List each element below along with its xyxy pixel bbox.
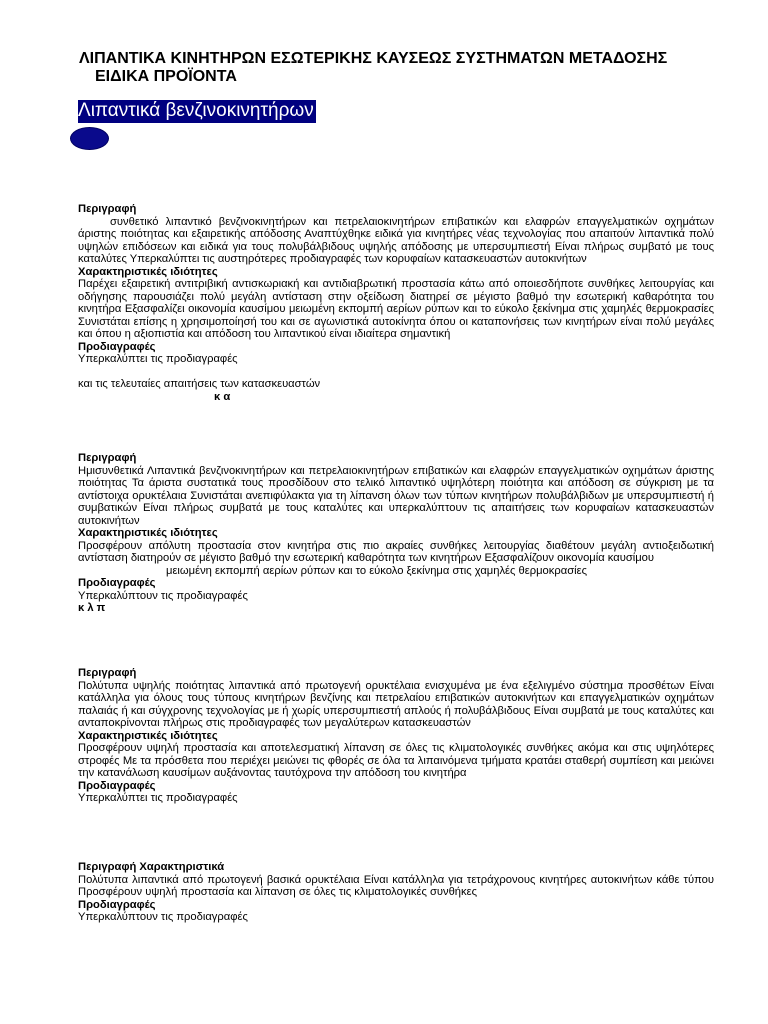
features-text-continued: μειωμένη εκπομπή αερίων ρύπων και το εύκολο ξεκίνημα στις χαμηλές θερμοκρασίες [166,564,587,577]
document-title [79,50,739,86]
description-heading: Περιγραφή Χαρακτηριστικά [78,861,225,873]
description-text: Πολύτυπα λιπαντικά από πρωτογενή βασικά ορυκτέλαια Είναι κατάλληλα για τετράχρονους κινητήρες αυτοκινήτων κάθε τύπου Προσφέρουν υψηλή προστασία και λίπανση σε όλες τις κλιματολογικές συνθήκες [78,873,714,898]
document-title-line-2: ΕΙΔΙΚΑ ΠΡΟΪΟΝΤΑ [95,68,237,85]
specs-text: Υπερκαλύπτει τις προδιαγραφές [78,353,238,365]
document-title-line-1: ΛΙΠΑΝΤΙΚΑ ΚΙΝΗΤΗΡΩΝ ΕΣΩΤΕΡΙΚΗΣ ΚΑΥΣΕΩΣ ΣΥΣΤΗΜΑΤΩΝ ΜΕΤΑΔΟΣΗΣ [79,50,668,67]
blue-oval-shape [70,127,109,150]
specs-text: Υπερκαλύπτουν τις προδιαγραφές [78,911,248,923]
specs-text: Υπερκαλύπτει τις προδιαγραφές [78,792,238,804]
specs-text-continued: και τις τελευταίες απαιτήσεις των κατασκευαστών [78,378,321,390]
features-text: Προσφέρουν απόλυτη προστασία στον κινητήρα στις πιο ακραίες συνθήκες λειτουργίας διαθέτουν μεγάλη αντιοξειδωτική αντίσταση διατηρούν σε μέγιστο βαθμό την εσωτερική καθαρότητα των κινητήρων Εξασφαλίζουν οικονομία καυσίμου [78,539,714,564]
features-heading: Χαρακτηριστικές ιδιότητες [78,265,218,278]
section-banner: Λιπαντικά βενζινοκινητήρων [78,100,314,121]
specs-heading: Προδιαγραφές [78,779,156,792]
specs-heading: Προδιαγραφές [78,898,156,911]
product-block-4 [78,861,714,924]
description-heading: Περιγραφή [78,452,137,464]
description-heading: Περιγραφή [78,667,137,679]
features-heading: Χαρακτηριστικές ιδιότητες [78,527,218,539]
product-block-1 [78,203,714,403]
features-heading: Χαρακτηριστικές ιδιότητες [78,729,218,742]
description-heading: Περιγραφή [78,203,137,215]
description-text: συνθετικό λιπαντικό βενζινοκινητήρων και πετρελαιοκινητήρων επιβατικών και ελαφρών επαγγελματικών οχημάτων άριστης ποιότητας και εξαιρετικής απόδοσης Αναπτύχθηκε ειδικά για κινητήρες νέας τεχνολογίας που απαιτούν λιπαντικά πολύ υψηλών επιδόσεων και ειδικά για τους πολυβάλβιδους υψηλής απόδοσης με υπερσυμπιεστή Είναι πλήρως συμβατό με τους καταλύτες Υπερκαλύπτει τις αυστηρότερες προδιαγραφές των κορυφαίων κατασκευαστών αυτοκινήτων [78,215,714,265]
description-text: Πολύτυπα υψηλής ποιότητας λιπαντικά από πρωτογενή ορυκτέλαια ενισχυμένα με ένα εξελιγμένο σύστημα προσθέτων Είναι κατάλληλα για όλους τους τύπους κινητήρων βενζίνης και πετρελαίου επιβατικών αυτοκινήτων και επαγγελματικών οχημάτων παλαιάς ή και σύγχρονης τεχνολογίας με ή χωρίς υπερσυμπιεστή απλούς ή πολυβάλβιδους Είναι συμβατά με τους καταλύτες και ανταποκρίνονται πλήρως στις προδιαγραφές των μεγαλύτερων κατασκευαστών [78,679,714,729]
specs-text: Υπερκαλύπτουν τις προδιαγραφές [78,589,248,602]
product-code-mark: κ α [214,390,231,403]
features-text: Προσφέρουν υψηλή προστασία και αποτελεσματική λίπανση σε όλες τις κλιματολογικές συνθήκες ακόμα και στις υψηλότερες στροφές Με τα πρόσθετα που περιέχει μειώνει τις φθορές σε όλα τα λιπαινόμενα τμήματα κρατάει σταθερή συμπίεση και μειώνει την κατανάλωση καυσίμων αυξάνοντας ταυτόχρονα την απόδοση του κινητήρα [78,742,714,779]
description-text: Ημισυνθετικά Λιπαντικά βενζινοκινητήρων και πετρελαιοκινητήρων επιβατικών και ελαφρών επαγγελματικών οχημάτων άριστης ποιότητας Τα άριστα συστατικά τους προσδίδουν στο τελικό λιπαντικό υψηλότερη ποιότητα και απόδοση σε σύγκριση με τα αντίστοιχα ορυκτέλαια Συνιστάται ανεπιφύλακτα για τη λίπανση όλων των τύπων κινητήρων πολυβάλβιδων με υπερσυμπιεστή ή συμβατικών Είναι πλήρως συμβατά με τους καταλύτες και υπερκαλύπτουν τις απαιτήσεις των κορυφαίων κατασκευαστών αυτοκινήτων [78,464,714,527]
product-code-mark: κ λ π [78,602,106,614]
product-block-2 [78,452,714,615]
specs-heading: Προδιαγραφές [78,340,156,353]
features-text: Παρέχει εξαιρετική αντιτριβική αντισκωριακή και αντιδιαβρωτική προστασία κάτω από οποιεσδήποτε συνθήκες λειτουργίας και οδήγησης παρουσιάζει πολύ μεγάλη αντίσταση στην οξείδωση διατηρεί σε μέγιστο βαθμό την εσωτερική καθαρότητα του κινητήρα Εξασφαλίζει οικονομία καυσίμου μειωμένη εκπομπή αερίων ρύπων και το εύκολο ξεκίνημα στις χαμηλές θερμοκρασίες Συνιστάται επίσης η χρησιμοποίησή του και σε αγωνιστικά αυτοκίνητα όπου οι καταπονήσεις των κινητήρων είναι πολύ μεγάλες και όπου η αξιοπιστία και απόδοση του λιπαντικού είναι ιδιαίτερα σημαντική [78,278,714,340]
specs-heading: Προδιαγραφές [78,577,156,589]
product-block-3 [78,667,714,805]
